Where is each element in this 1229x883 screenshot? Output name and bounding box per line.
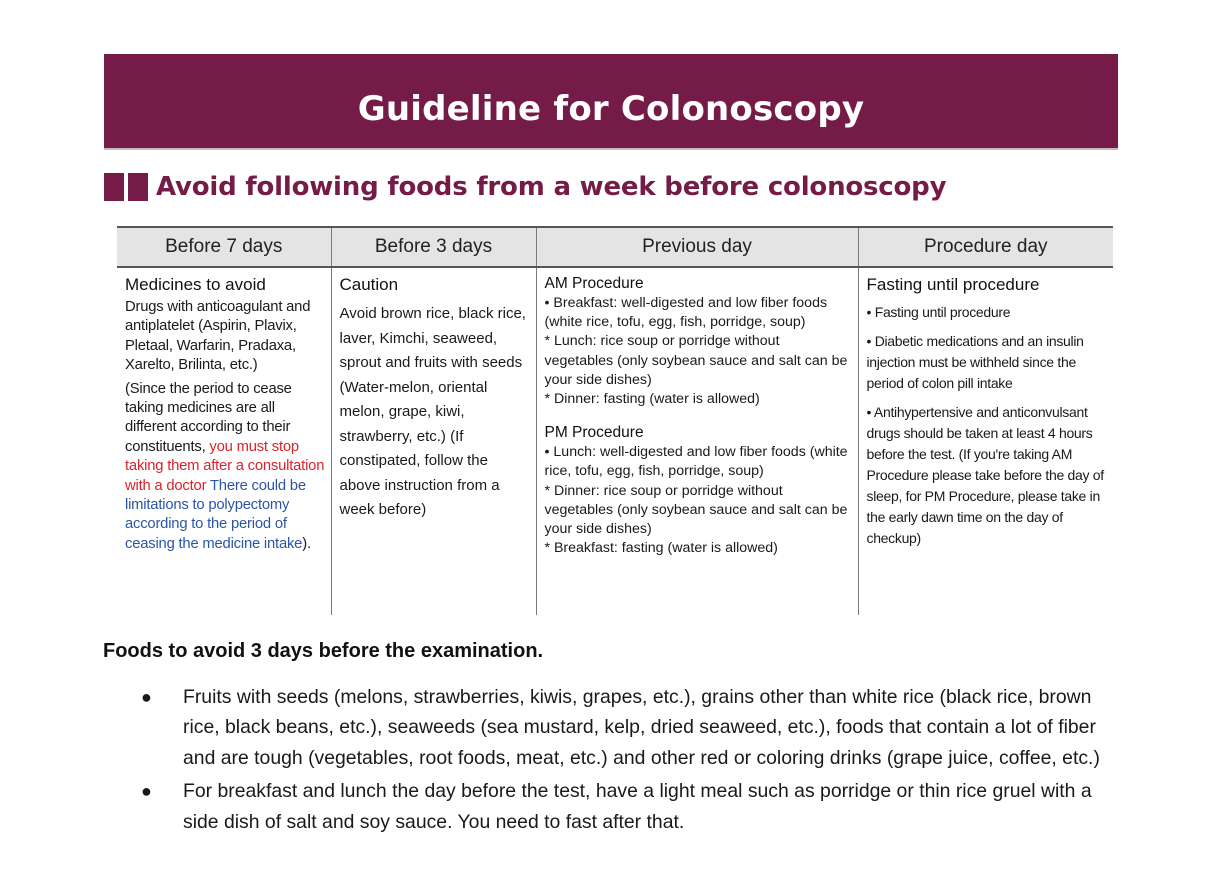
pm-lunch: • Lunch: well-digested and low fiber foods (white rice, tofu, egg, fish, porridge, soup) [544, 444, 848, 480]
list-item [138, 776, 1128, 837]
section-heading [104, 170, 946, 204]
header-procedure-day: Procedure day [858, 227, 1113, 267]
header-before-3-days: Before 3 days [331, 227, 536, 267]
am-procedure-title: AM Procedure [544, 275, 644, 292]
list-item [138, 682, 1128, 773]
am-breakfast: • Breakfast: well-digested and low fiber foods (white rice, tofu, egg, fish, porridge, soup) [544, 295, 828, 331]
table-row [117, 267, 1113, 615]
heading-square-icon [104, 173, 124, 201]
pm-breakfast: * Breakfast: fasting (water is allowed) [544, 540, 778, 557]
pm-procedure-title: PM Procedure [544, 424, 644, 442]
list-item-text: For breakfast and lunch the day before the test, have a light meal such as porridge or thin rice gruel with a side dish of salt and soy sauce. You need to fast after that. [183, 780, 1092, 833]
heading-square-icon [128, 173, 148, 201]
page-title: Guideline for Colonoscopy [357, 89, 865, 129]
table-header-row [117, 227, 1113, 267]
foods-heading: Foods to avoid 3 days before the examination. [103, 640, 544, 662]
cell-previous-day [536, 267, 858, 615]
note-end: ). [302, 535, 311, 552]
cell-procedure-day [858, 267, 1113, 615]
drugs-text: Drugs with anticoagulant and antiplatelet (Aspirin, Plavix, Pletaal, Warfarin, Pradaxa, Xarelto, Brilinta, etc.) [125, 299, 311, 374]
bullet-icon: ● [141, 781, 152, 802]
header-previous-day: Previous day [536, 227, 858, 267]
pm-dinner: * Dinner: rice soup or porridge without vegetables (only soybean sauce and salt can be your side dishes) [544, 482, 848, 538]
guideline-table [117, 226, 1113, 615]
medicines-title: Medicines to avoid [125, 275, 266, 294]
bullet-icon: ● [141, 687, 152, 707]
caution-body: Avoid brown rice, black rice, laver, Kimchi, seaweed, sprout and fruits with seeds (Water-melon, oriental melon, grape, kiwi, strawberry, etc.) (If constipated, follow the above instruction from a week before) [339, 305, 526, 518]
am-dinner: * Dinner: fasting (water is allowed) [544, 391, 760, 408]
caution-title: Caution [339, 275, 399, 294]
foods-list [138, 682, 1128, 840]
polypectomy-limit: There could be limitations to polypectomy according to the period of ceasing the medicine intake [125, 477, 306, 552]
am-lunch: * Lunch: rice soup or porridge without vegetables (only soybean sauce and salt can be your side dishes) [544, 333, 848, 388]
fasting-title: Fasting until procedure [866, 275, 1040, 294]
diabetic-text: • Diabetic medications and an insulin injection must be withheld since the period of colon pill intake [866, 333, 1084, 391]
section-heading-text: Avoid following foods from a week before colonoscopy [156, 172, 947, 202]
stop-warning: you must stop taking them after a consultation with a doctor [125, 438, 325, 494]
cell-before-3-days [331, 267, 536, 615]
antihypertensive-text: • Antihypertensive and anticonvulsant drugs should be taken at least 4 hours before the test. (If you're taking AM Procedure please take before the day of sleep, for PM Procedure, please take in the early dawn time on the day of checkup) [866, 404, 1104, 546]
fasting-text: • Fasting until procedure [866, 304, 1011, 320]
header-before-7-days: Before 7 days [117, 227, 331, 267]
list-item-text: Fruits with seeds (melons, strawberries, kiwis, grapes, etc.), grains other than white rice (black rice, brown rice, black beans, etc.), seaweeds (sea mustard, kelp, dried seaweed, etc.), foods that contain a lot of fiber and are tough (vegetables, root foods, meat, etc.) and other red or coloring drinks (grape juice, coffee, etc.) [183, 686, 1100, 769]
cell-before-7-days [117, 267, 331, 615]
title-banner [104, 54, 1118, 150]
medicine-note: (Since the period to cease taking medicines are all different according to their constituents, [125, 380, 292, 455]
